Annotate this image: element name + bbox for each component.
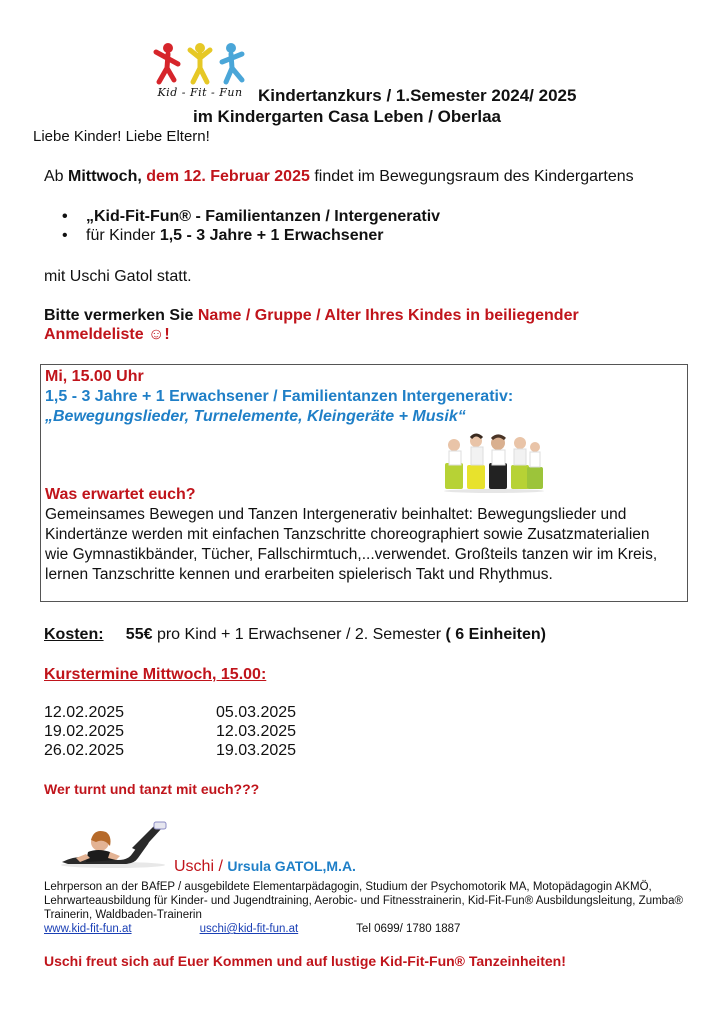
- trainer-name-line: [174, 858, 356, 876]
- note-highlight: Name / Gruppe / Alter Ihres Kindes in beiliegender Anmeldeliste ☺!: [44, 307, 579, 343]
- course-dates: [44, 703, 388, 760]
- bullet-text-bold: 1,5 - 3 Jahre + 1 Erwachsener: [159, 227, 384, 244]
- email-link[interactable]: uschi@kid-fit-fun.at: [199, 923, 299, 935]
- date-row: [44, 722, 388, 741]
- date-row: [44, 741, 388, 760]
- trainer-first-name: Uschi /: [174, 858, 228, 875]
- with-trainer-line: mit Uschi Gatol statt.: [44, 268, 192, 285]
- bullet-text-pre: für Kinder: [86, 227, 160, 244]
- costs-label: Kosten:: [44, 626, 104, 643]
- contact-line: [44, 922, 684, 936]
- course-description: Gemeinsames Bewegen und Tanzen Intergenerativ beinhaltet: Bewegungslieder und Kindertänze werden mit einfachen Tanzschritte choreographiert sowie Zusatzmaterialien wie Gymnastikbänder, Tücher, Fallschirmtuch,...verwendet. Großteils tanzen wir im Kreis, lernen Tanzschritte kennen und erarbeiten spielerisch Takt und Rhythmus.: [45, 506, 658, 583]
- date-cell: 19.03.2025: [216, 742, 297, 759]
- date-cell: 26.02.2025: [44, 742, 125, 759]
- dates-heading: Kurstermine Mittwoch, 15.00:: [44, 666, 267, 683]
- page-title: Kindertanzkurs / 1.Semester 2024/ 2025: [258, 86, 577, 105]
- date-cell: 05.03.2025: [216, 704, 297, 721]
- bullet-item: [62, 226, 440, 245]
- course-subtitle: „Bewegungslieder, Turnelemente, Kleingeräte + Musik“: [45, 408, 466, 425]
- costs-units: ( 6 Einheiten): [445, 626, 546, 643]
- trainer-bio: Lehrperson an der BAfEP / ausgebildete Elementarpädagogin, Studium der Psychomotorik MA, Motopädagogin AKMÖ, Lehrwarteausbildung für Kinder- und Jugendtraining, Aerobic- und Fitnesstrainerin, Kid-Fit-Fun® Ausbildungsleitung, Zumba® Trainerin, Waldbaden-Trainerin: [44, 881, 683, 921]
- date-cell: 12.03.2025: [216, 723, 297, 740]
- what-to-expect-heading: Was erwartet euch?: [45, 486, 196, 503]
- intro-paragraph: [44, 167, 634, 186]
- intro-pre: Ab: [44, 168, 69, 185]
- intro-post: findet im Bewegungsraum des Kindergartens: [309, 168, 634, 185]
- date-cell: 19.02.2025: [44, 723, 125, 740]
- who-heading: Wer turnt und tanzt mit euch???: [44, 781, 260, 797]
- website-link[interactable]: www.kid-fit-fun.at: [44, 923, 132, 935]
- intro-day: Mittwoch,: [68, 168, 142, 185]
- intro-date: dem 12. Februar 2025: [141, 168, 310, 185]
- greeting: Liebe Kinder! Liebe Eltern!: [33, 128, 210, 145]
- note-pre: Bitte vermerken Sie: [44, 307, 198, 324]
- course-bullets: [62, 207, 440, 245]
- course-info-box: [40, 364, 688, 602]
- course-title: 1,5 - 3 Jahre + 1 Erwachsener / Familientanzen Intergenerativ:: [45, 388, 514, 405]
- trainer-photo: [58, 818, 168, 868]
- phone-number: Tel 0699/ 1780 1887: [356, 923, 461, 935]
- registration-note: [44, 306, 664, 344]
- trainer-full-name: Ursula GATOL,M.A.: [227, 858, 356, 874]
- logo-wordmark: Kid - Fit - Fun: [157, 86, 243, 99]
- date-cell: 12.02.2025: [44, 704, 125, 721]
- bullet-text: „Kid-Fit-Fun® - Familientanzen / Intergenerativ: [86, 208, 441, 225]
- costs-line: [44, 625, 546, 644]
- course-time: Mi, 15.00 Uhr: [45, 368, 144, 385]
- children-photo: [441, 433, 547, 493]
- bullet-item: [62, 207, 440, 226]
- page-subtitle: im Kindergarten Casa Leben / Oberlaa: [193, 107, 501, 126]
- costs-price: 55€: [125, 626, 153, 643]
- date-row: [44, 703, 388, 722]
- closing-line: Uschi freut sich auf Euer Kommen und auf lustige Kid-Fit-Fun® Tanzeinheiten!: [44, 953, 566, 969]
- costs-text: pro Kind + 1 Erwachsener / 2. Semester: [152, 626, 446, 643]
